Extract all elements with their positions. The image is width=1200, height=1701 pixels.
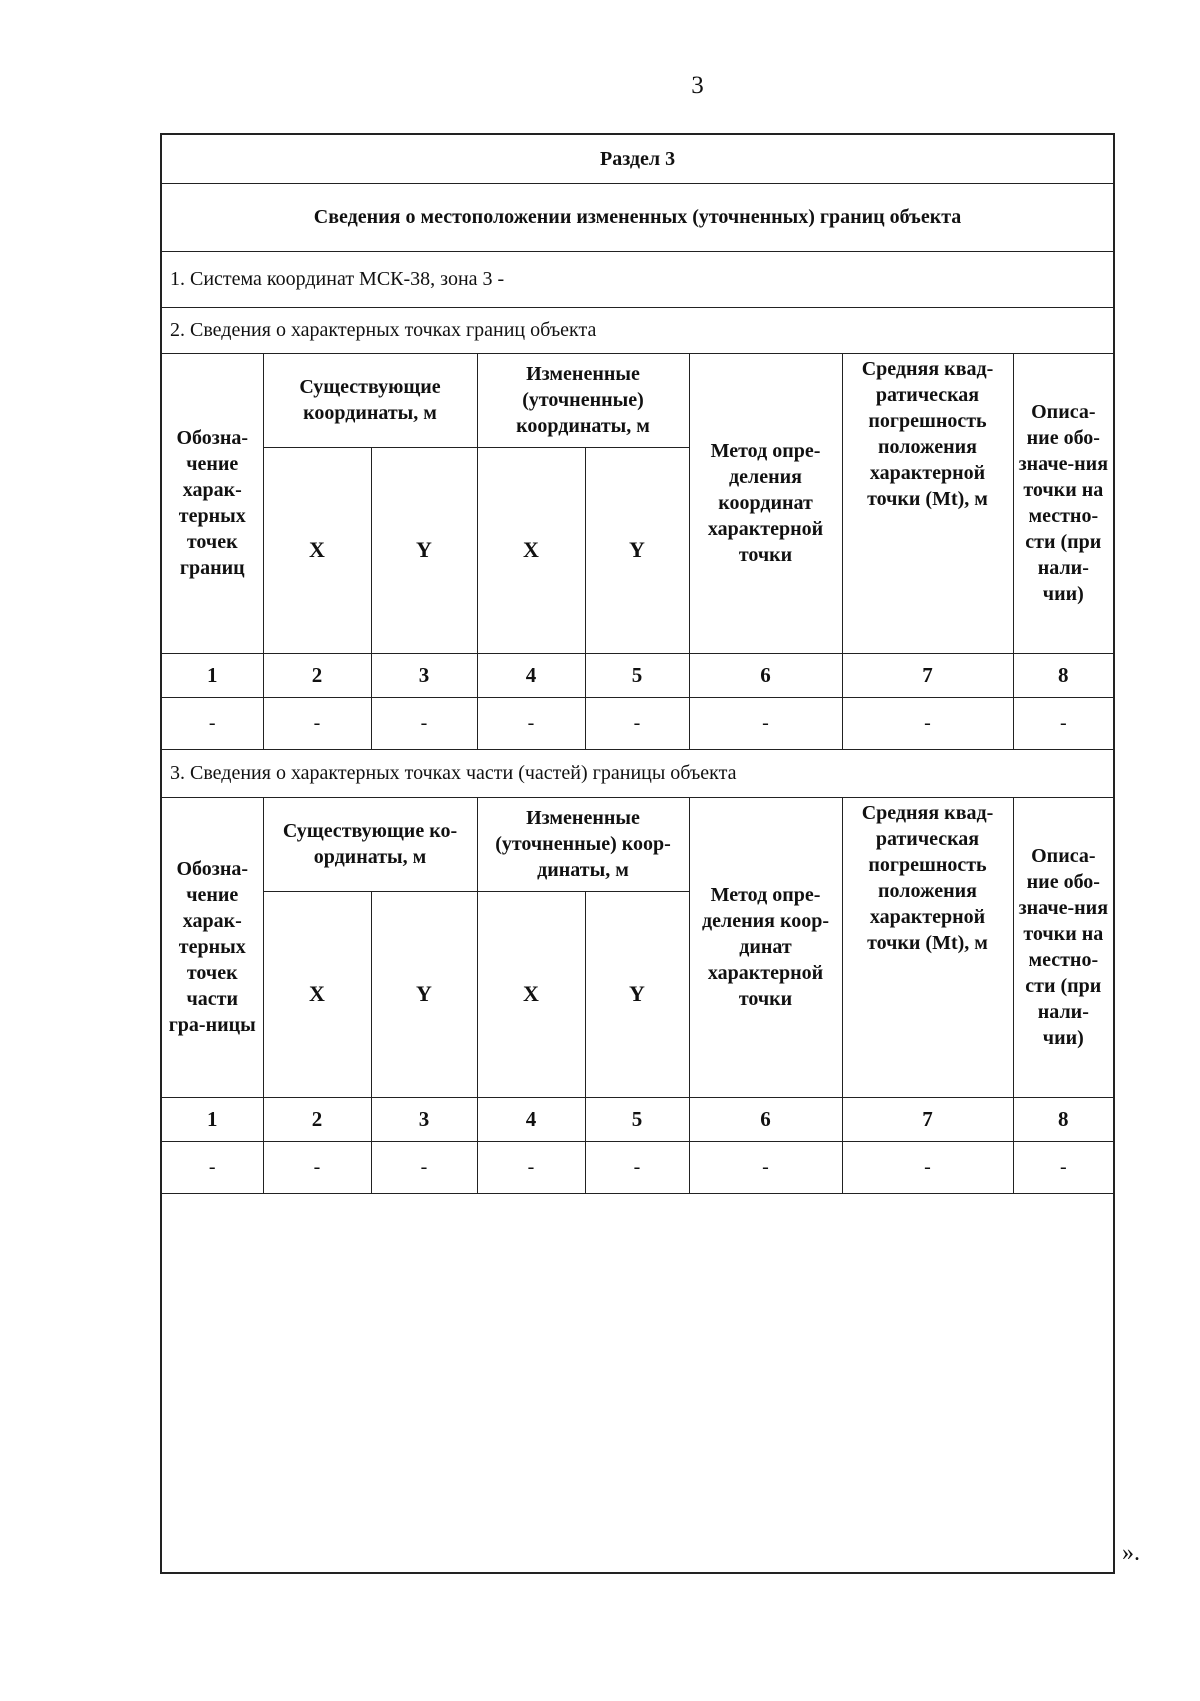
- section-frame: [160, 133, 1115, 1574]
- table1-header-existing: Существующие координаты, м: [263, 353, 477, 447]
- table2-header-existing: Существующие ко-ординаты, м: [263, 797, 477, 891]
- section-title: Раздел 3: [162, 135, 1113, 183]
- section-subtitle: Сведения о местоположении измененных (уточненных) границ объекта: [162, 183, 1113, 251]
- table2-col-number: 8: [1013, 1097, 1113, 1141]
- table1-header-error: Средняя квад-ратическая погрешность положения характерной точки (Mt), м: [842, 353, 1013, 653]
- table2-col-number: 7: [842, 1097, 1013, 1141]
- table1-title: 2. Сведения о характерных точках границ объекта: [162, 307, 1113, 353]
- table2-cell: -: [477, 1141, 585, 1193]
- table1-header-changed-y: Y: [585, 447, 689, 653]
- table2-header-changed: Измененные (уточненные) коор-динаты, м: [477, 797, 689, 891]
- table1-col-number: 3: [371, 653, 477, 697]
- table2-cell: -: [263, 1141, 371, 1193]
- table1-header-changed-x: X: [477, 447, 585, 653]
- table2-cell: -: [1013, 1141, 1113, 1193]
- table1-header-changed: Измененные (уточненные) координаты, м: [477, 353, 689, 447]
- table1-cell: -: [162, 697, 263, 749]
- table2-col-number: 5: [585, 1097, 689, 1141]
- table1-cell: -: [1013, 697, 1113, 749]
- table2-header-method: Метод опре-деления коор-динат характерной точки: [689, 797, 842, 1097]
- table2-col-number: 4: [477, 1097, 585, 1141]
- table1-cell: -: [842, 697, 1013, 749]
- table2-cell: -: [162, 1141, 263, 1193]
- table1-cell: -: [689, 697, 842, 749]
- table1-cell: -: [263, 697, 371, 749]
- table1-header-designation: Обозна-чение харак-терных точек границ: [162, 353, 263, 653]
- table1-col-number: 2: [263, 653, 371, 697]
- table2-header-designation: Обозна-чение харак-терных точек части гра-ницы: [162, 797, 263, 1097]
- table1-header-existing-x: X: [263, 447, 371, 653]
- table1-cell: -: [477, 697, 585, 749]
- table2-header-changed-y: Y: [585, 891, 689, 1097]
- table1-col-number: 4: [477, 653, 585, 697]
- table2-header-existing-x: X: [263, 891, 371, 1097]
- table2-number-row: [162, 1097, 1113, 1141]
- table2-cell: -: [689, 1141, 842, 1193]
- table1-cell: -: [371, 697, 477, 749]
- table1-col-number: 5: [585, 653, 689, 697]
- table1-cell: -: [585, 697, 689, 749]
- table2-header-changed-x: X: [477, 891, 585, 1097]
- table1-header-method: Метод опре-деления координат характерной точки: [689, 353, 842, 653]
- table2-cell: -: [842, 1141, 1013, 1193]
- table1-header-existing-y: Y: [371, 447, 477, 653]
- table1-col-number: 6: [689, 653, 842, 697]
- section-table: [162, 135, 1113, 1194]
- table2-header-existing-y: Y: [371, 891, 477, 1097]
- table1-col-number: 1: [162, 653, 263, 697]
- table2-col-number: 6: [689, 1097, 842, 1141]
- table2-col-number: 1: [162, 1097, 263, 1141]
- table2-col-number: 3: [371, 1097, 477, 1141]
- table2-header-error: Средняя квад-ратическая погрешность положения характерной точки (Mt), м: [842, 797, 1013, 1097]
- table2-cell: -: [371, 1141, 477, 1193]
- table2-header-description: Описа-ние обо-значе-ния точки на местно-сти (при нали-чии): [1013, 797, 1113, 1097]
- coord-system: 1. Система координат МСК-38, зона 3 -: [162, 251, 1113, 307]
- closing-quote: ».: [1122, 1540, 1140, 1566]
- table2-col-number: 2: [263, 1097, 371, 1141]
- table1-col-number: 7: [842, 653, 1013, 697]
- table1-row: [162, 697, 1113, 749]
- table1-col-number: 8: [1013, 653, 1113, 697]
- table1-number-row: [162, 653, 1113, 697]
- table2-row: [162, 1141, 1113, 1193]
- table2-title: 3. Сведения о характерных точках части (частей) границы объекта: [162, 749, 1113, 797]
- table1-header-description: Описа-ние обо-значе-ния точки на местно-сти (при нали-чии): [1013, 353, 1113, 653]
- table2-cell: -: [585, 1141, 689, 1193]
- page-number: 3: [691, 72, 704, 99]
